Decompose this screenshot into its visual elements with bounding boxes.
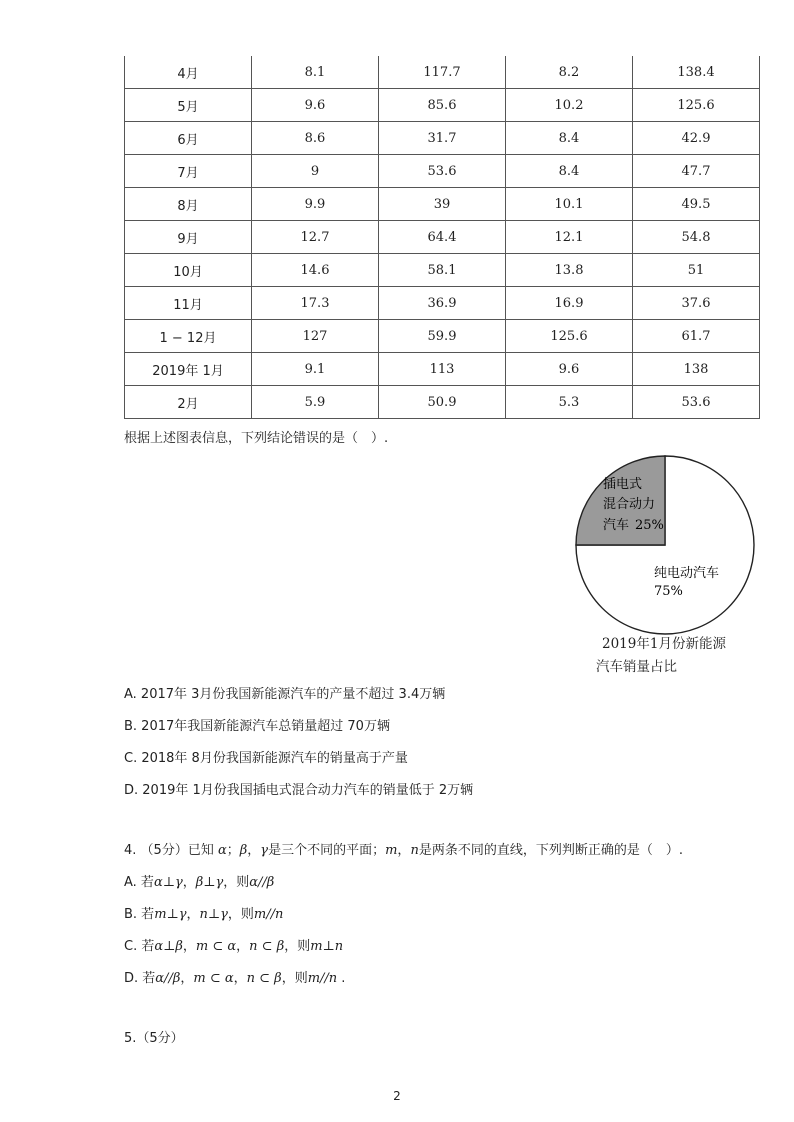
q4-option-d — [124, 967, 345, 986]
table-cell: 59.9 — [379, 320, 506, 353]
q4-option-part: ， — [180, 971, 194, 986]
table-cell: 17.3 — [252, 287, 379, 320]
table-cell: 50.9 — [379, 386, 506, 419]
pie-label-electric-percent: 75% — [654, 584, 683, 599]
table-cell: 53.6 — [379, 155, 506, 188]
table-cell: 9 — [252, 155, 379, 188]
q4-option-part: ， — [186, 907, 200, 922]
q4-score: （5分）已知 — [140, 843, 214, 858]
q4-option-part: n ⊂ β — [249, 939, 285, 954]
table-cell: 5月 — [125, 89, 252, 122]
table-cell: 49.5 — [633, 188, 760, 221]
table-cell: 113 — [379, 353, 506, 386]
q4-gamma: γ — [260, 843, 269, 858]
q4-option-b — [124, 903, 283, 922]
table-cell: 8.4 — [506, 155, 633, 188]
q4-option-part: ，则 — [284, 939, 311, 954]
q4-option-part: C. 若 — [124, 939, 155, 954]
pie-caption-line2: 汽车销量占比 — [596, 659, 677, 675]
table-cell: 2月 — [125, 386, 252, 419]
q4-option-part: A. 若 — [124, 875, 154, 890]
table-row — [125, 320, 760, 353]
table-cell: 1 − 12月 — [125, 320, 252, 353]
q4-option-part: n ⊂ β — [246, 971, 282, 986]
q4-option-part: m//n — [253, 907, 284, 922]
q4-option-a — [124, 871, 274, 890]
table-cell: 10.1 — [506, 188, 633, 221]
table-row — [125, 89, 760, 122]
q4-option-part: ，则 — [281, 971, 308, 986]
table-cell: 10.2 — [506, 89, 633, 122]
q4-option-part: α//β — [155, 971, 181, 986]
table-cell: 8.6 — [252, 122, 379, 155]
question3-stem: 根据上述图表信息，下列结论错误的是（ ）. — [124, 431, 389, 446]
table-cell: 9.9 — [252, 188, 379, 221]
table-cell: 138 — [633, 353, 760, 386]
table-row — [125, 221, 760, 254]
table-row — [125, 254, 760, 287]
table-cell: 12.7 — [252, 221, 379, 254]
table-row — [125, 287, 760, 320]
page-number: 2 — [393, 1089, 401, 1103]
table-cell: 9月 — [125, 221, 252, 254]
table-cell: 5.3 — [506, 386, 633, 419]
q4-text: 是三个不同的平面； — [268, 843, 386, 858]
q3-option-d: D. 2019年 1月份我国插电式混合动力汽车的销量低于 2万辆 — [124, 783, 474, 798]
q4-option-part: ，则 — [227, 907, 254, 922]
q4-option-part: ， — [182, 875, 196, 890]
table-cell: 51 — [633, 254, 760, 287]
table-row — [125, 155, 760, 188]
table-cell: 12.1 — [506, 221, 633, 254]
q4-option-c — [124, 935, 343, 954]
q4-number: 4. — [124, 843, 137, 858]
table-cell: 4月 — [125, 56, 252, 89]
table-cell: 125.6 — [506, 320, 633, 353]
table-cell: 58.1 — [379, 254, 506, 287]
q3-option-a: A. 2017年 3月份我国新能源汽车的产量不超过 3.4万辆 — [124, 687, 446, 702]
q4-m: m — [385, 843, 398, 858]
q4-alpha: α — [217, 843, 227, 858]
q4-option-part: m⊥n — [310, 939, 344, 954]
table-row — [125, 188, 760, 221]
q4-sep: ； — [226, 843, 240, 858]
q4-sep: ， — [397, 843, 411, 858]
table-cell: 10月 — [125, 254, 252, 287]
q4-option-part: m//n — [307, 971, 338, 986]
table-cell: 2019年 1月 — [125, 353, 252, 386]
table-cell: 8.1 — [252, 56, 379, 89]
q4-option-part: ， — [236, 939, 250, 954]
question4-stem — [124, 839, 683, 858]
table-cell: 5.9 — [252, 386, 379, 419]
table-cell: 64.4 — [379, 221, 506, 254]
table-cell: 8.2 — [506, 56, 633, 89]
table-row — [125, 386, 760, 419]
pie-label-hybrid-line2: 混合动力 — [603, 497, 656, 512]
table-cell: 9.6 — [252, 89, 379, 122]
table-cell: 7月 — [125, 155, 252, 188]
q4-option-part: n⊥γ — [199, 907, 228, 922]
table-cell: 31.7 — [379, 122, 506, 155]
q4-option-part: . — [337, 971, 346, 986]
pie-label-electric: 纯电动汽车 — [654, 566, 720, 581]
table-cell: 37.6 — [633, 287, 760, 320]
q3-option-c: C. 2018年 8月份我国新能源汽车的销量高于产量 — [124, 751, 408, 766]
table-cell: 8月 — [125, 188, 252, 221]
q4-option-part: m⊥γ — [154, 907, 187, 922]
q4-beta: β — [239, 843, 248, 858]
table-cell: 127 — [252, 320, 379, 353]
pie-label-hybrid-line1: 插电式 — [603, 477, 643, 492]
pie-chart — [572, 450, 758, 640]
table-cell: 53.6 — [633, 386, 760, 419]
table-cell: 9.6 — [506, 353, 633, 386]
table-cell: 39 — [379, 188, 506, 221]
q4-option-part: B. 若 — [124, 907, 155, 922]
q4-option-part: α⊥β — [154, 939, 183, 954]
pie-label-hybrid-percent: 25% — [635, 518, 664, 533]
table-cell: 85.6 — [379, 89, 506, 122]
table-cell: 8.4 — [506, 122, 633, 155]
table-cell: 14.6 — [252, 254, 379, 287]
q4-option-part: ， — [182, 939, 196, 954]
table-row — [125, 122, 760, 155]
q4-text-end: 是两条不同的直线，下列判断正确的是（ ）. — [418, 843, 683, 858]
q4-sep: ， — [247, 843, 261, 858]
q4-n: n — [410, 843, 419, 858]
table-cell: 47.7 — [633, 155, 760, 188]
table-cell: 54.8 — [633, 221, 760, 254]
q4-option-part: α//β — [249, 875, 275, 890]
table-cell: 117.7 — [379, 56, 506, 89]
table-row — [125, 353, 760, 386]
table-cell: 11月 — [125, 287, 252, 320]
table-cell: 36.9 — [379, 287, 506, 320]
table-cell: 16.9 — [506, 287, 633, 320]
table-cell: 9.1 — [252, 353, 379, 386]
data-table — [124, 56, 760, 419]
pie-caption-line1: 2019年1月份新能源 — [602, 636, 726, 652]
q4-option-part: α⊥γ — [153, 875, 183, 890]
q4-option-part: D. 若 — [124, 971, 156, 986]
q4-option-part: m ⊂ α — [195, 939, 237, 954]
q4-option-part: m ⊂ α — [193, 971, 234, 986]
table-cell: 61.7 — [633, 320, 760, 353]
q4-option-part: β⊥γ — [195, 875, 224, 890]
pie-label-hybrid-line3: 汽车 — [603, 518, 630, 533]
question5-stem: 5.（5分） — [124, 1031, 184, 1046]
table-row — [125, 56, 760, 89]
q4-option-part: ， — [233, 971, 247, 986]
table-cell: 138.4 — [633, 56, 760, 89]
q4-option-part: ，则 — [223, 875, 250, 890]
q3-option-b: B. 2017年我国新能源汽车总销量超过 70万辆 — [124, 719, 390, 734]
table-cell: 125.6 — [633, 89, 760, 122]
table-cell: 13.8 — [506, 254, 633, 287]
table-cell: 42.9 — [633, 122, 760, 155]
table-cell: 6月 — [125, 122, 252, 155]
